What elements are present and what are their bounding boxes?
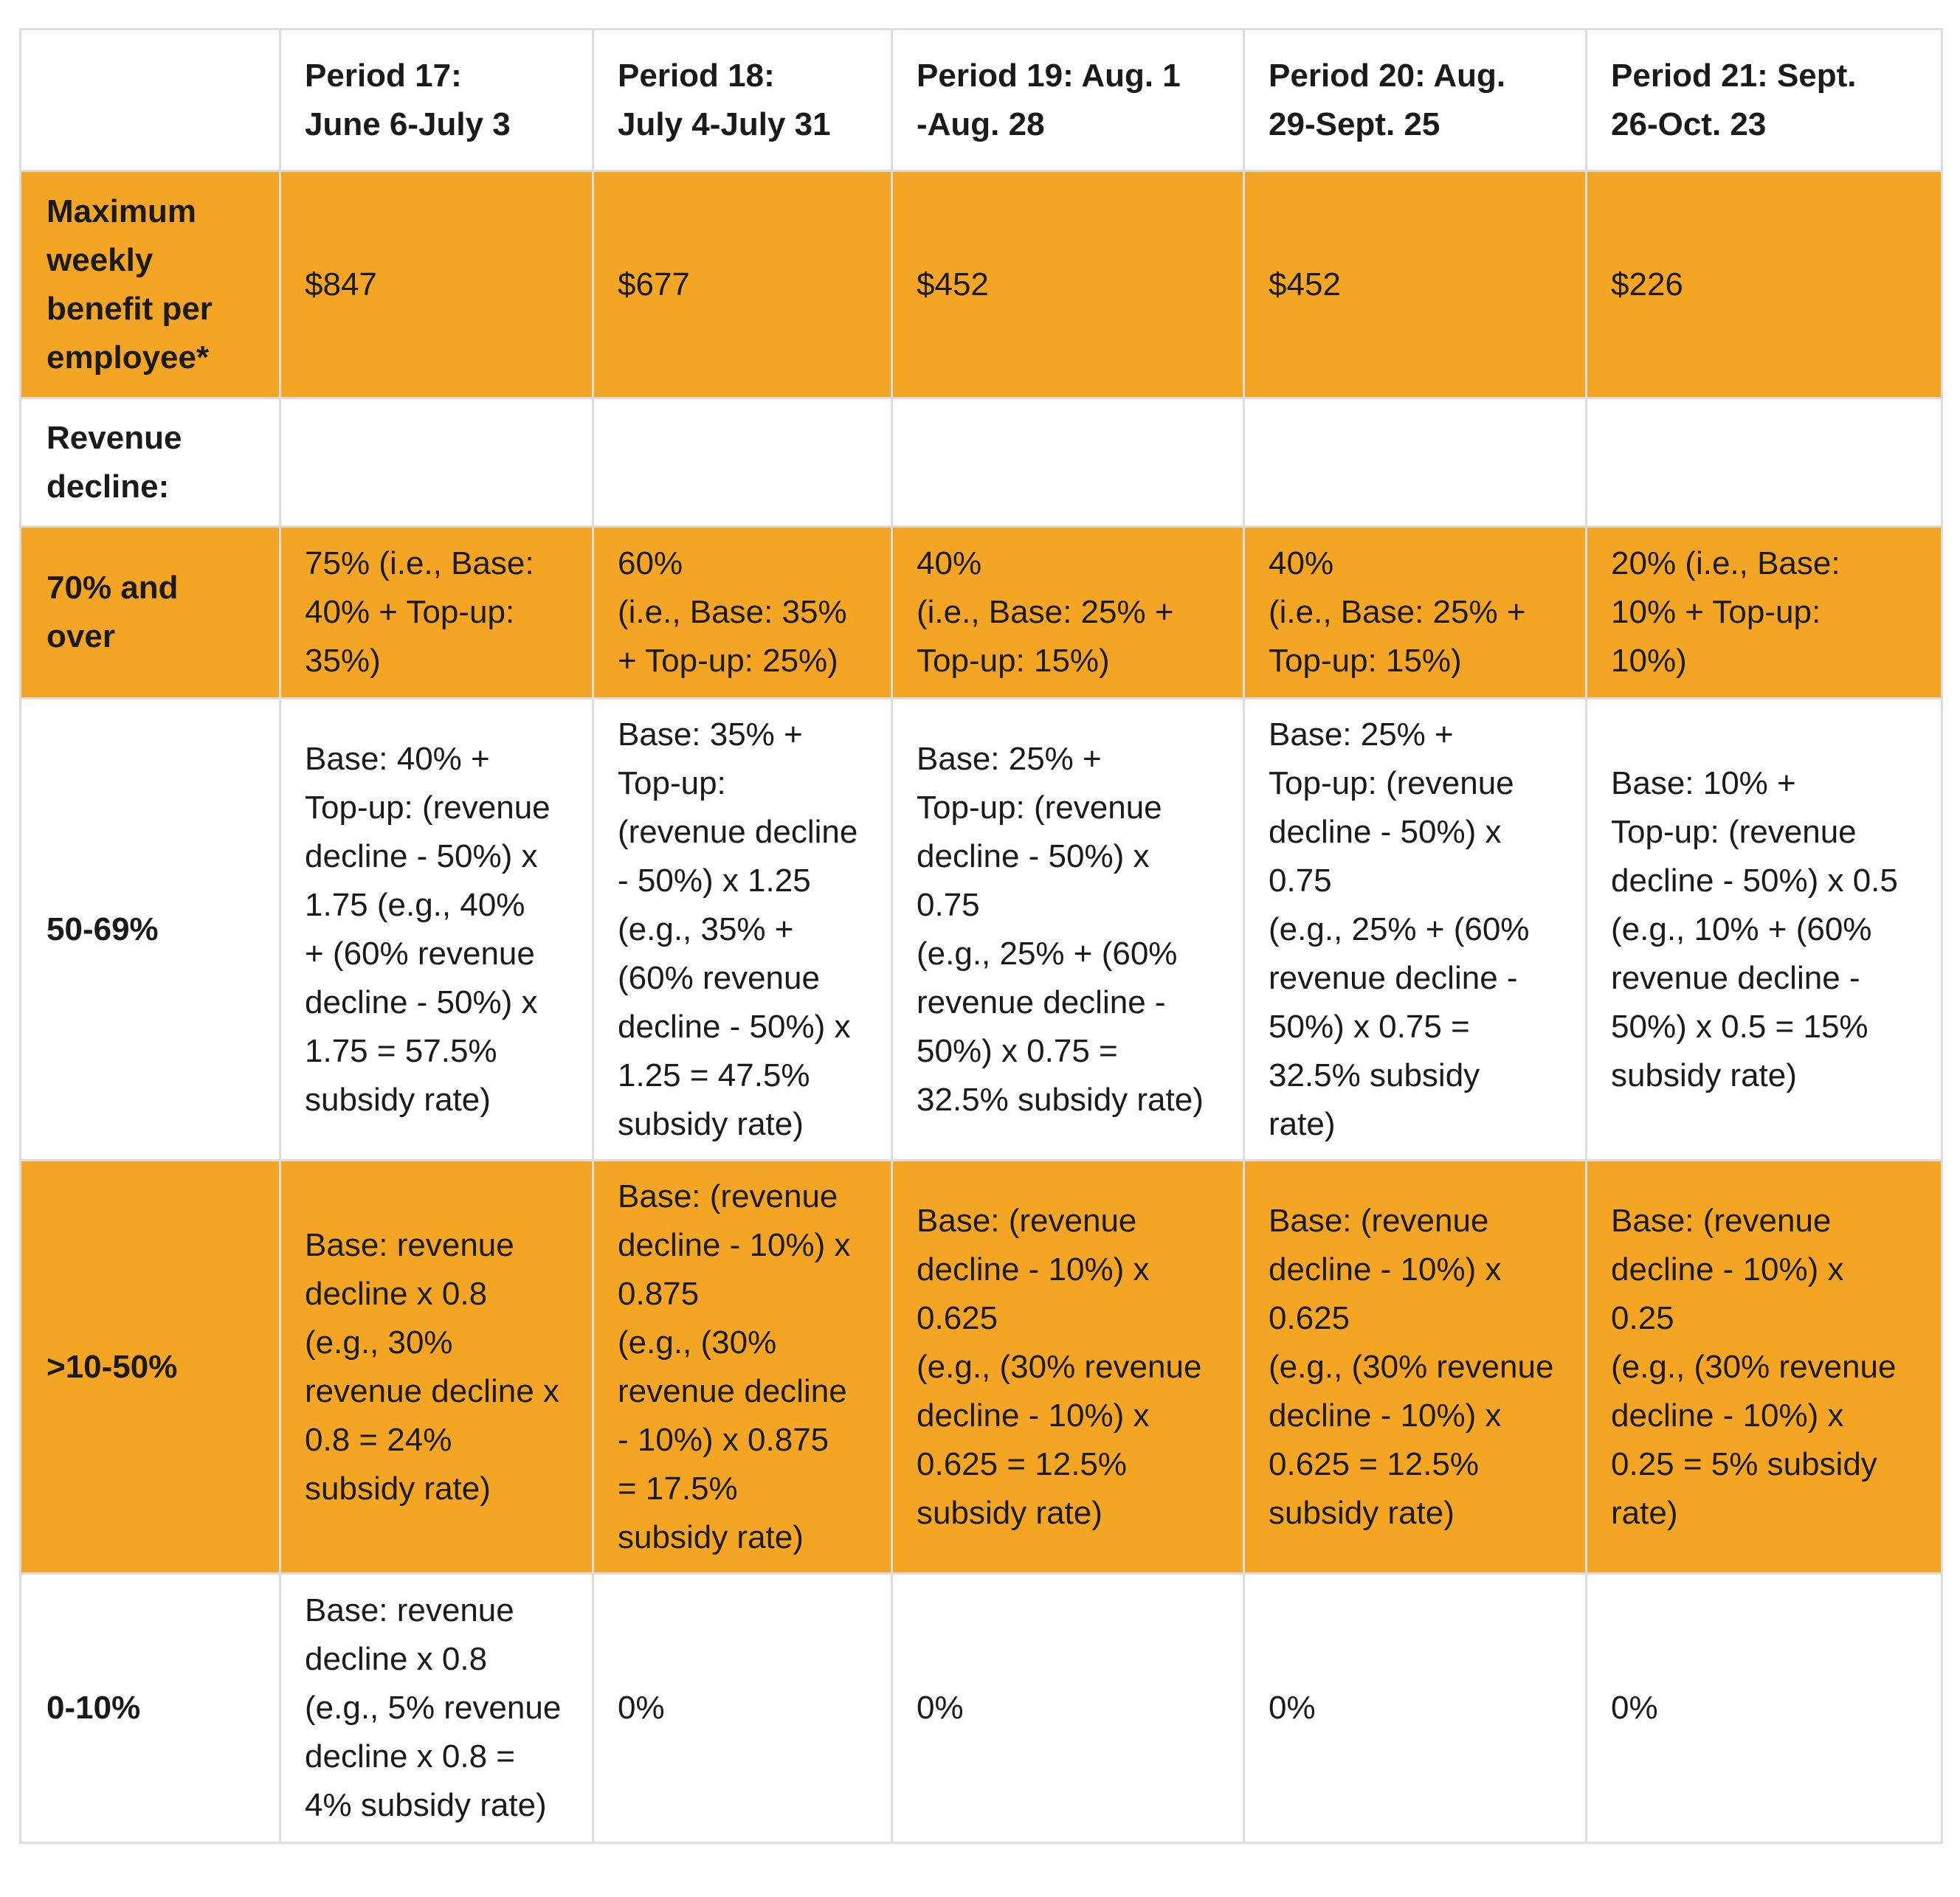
table-cell: 0% [892, 1574, 1244, 1843]
table-cell: 60% (i.e., Base: 35% + Top-up: 25%) [593, 527, 892, 699]
table-row-10-50 [21, 1161, 1942, 1574]
table-row-50-69 [21, 699, 1942, 1161]
table-row-0-10 [21, 1574, 1942, 1843]
row-label-revenue-decline: Revenue decline: [21, 398, 280, 527]
table-cell: Base: 40% + Top-up: (revenue decline - 50%) x 1.75 (e.g., 40% + (60% revenue decline - 50%) x 1.75 = 57.5% subsidy rate) [280, 699, 593, 1161]
table-row-revenue-decline-heading [21, 398, 1942, 527]
table-cell [1244, 398, 1587, 527]
table-cell: Base: (revenue decline - 10%) x 0.625 (e.g., (30% revenue decline - 10%) x 0.625 = 12.5% subsidy rate) [892, 1161, 1244, 1574]
row-label-max-benefit: Maximum weekly benefit per employee* [21, 171, 280, 398]
row-label-50-69: 50-69% [21, 699, 280, 1161]
header-period-21: Period 21: Sept. 26-Oct. 23 [1587, 30, 1942, 171]
subsidy-rate-table [19, 28, 1943, 1844]
table-cell: $452 [1244, 171, 1587, 398]
table-cell: 40% (i.e., Base: 25% + Top-up: 15%) [1244, 527, 1587, 699]
header-period-17: Period 17: June 6-July 3 [280, 30, 593, 171]
table-cell: Base: 10% + Top-up: (revenue decline - 50%) x 0.5 (e.g., 10% + (60% revenue decline - 50%) x 0.5 = 15% subsidy rate) [1587, 699, 1942, 1161]
table-cell: $847 [280, 171, 593, 398]
table-cell: Base: 25% + Top-up: (revenue decline - 50%) x 0.75 (e.g., 25% + (60% revenue decline - 50%) x 0.75 = 32.5% subsidy rate) [892, 699, 1244, 1161]
table-cell [892, 398, 1244, 527]
table-cell: 40% (i.e., Base: 25% + Top-up: 15%) [892, 527, 1244, 699]
table-row-70-and-over [21, 527, 1942, 699]
header-row [21, 30, 1942, 171]
row-label-10-50: >10-50% [21, 1161, 280, 1574]
table-cell: Base: (revenue decline - 10%) x 0.625 (e.g., (30% revenue decline - 10%) x 0.625 = 12.5% subsidy rate) [1244, 1161, 1587, 1574]
row-label-0-10: 0-10% [21, 1574, 280, 1843]
row-label-70-and-over: 70% and over [21, 527, 280, 699]
table-cell: Base: (revenue decline - 10%) x 0.25 (e.g., (30% revenue decline - 10%) x 0.25 = 5% subsidy rate) [1587, 1161, 1942, 1574]
table-cell: 0% [1244, 1574, 1587, 1843]
table-cell [280, 398, 593, 527]
table-cell: 0% [593, 1574, 892, 1843]
table-cell: Base: (revenue decline - 10%) x 0.875 (e.g., (30% revenue decline - 10%) x 0.875 = 17.5% subsidy rate) [593, 1161, 892, 1574]
table-cell: 0% [1587, 1574, 1942, 1843]
header-period-20: Period 20: Aug. 29-Sept. 25 [1244, 30, 1587, 171]
table-cell: $677 [593, 171, 892, 398]
table-cell: Base: revenue decline x 0.8 (e.g., 30% revenue decline x 0.8 = 24% subsidy rate) [280, 1161, 593, 1574]
table-cell: $226 [1587, 171, 1942, 398]
table-cell: $452 [892, 171, 1244, 398]
table-cell: Base: 25% + Top-up: (revenue decline - 50%) x 0.75 (e.g., 25% + (60% revenue decline - 50%) x 0.75 = 32.5% subsidy rate) [1244, 699, 1587, 1161]
table-cell [593, 398, 892, 527]
table-cell: 75% (i.e., Base: 40% + Top-up: 35%) [280, 527, 593, 699]
table-cell [1587, 398, 1942, 527]
table-cell: 20% (i.e., Base: 10% + Top-up: 10%) [1587, 527, 1942, 699]
table-row-max-benefit [21, 171, 1942, 398]
table-cell: Base: 35% + Top-up: (revenue decline - 50%) x 1.25 (e.g., 35% + (60% revenue decline - 50%) x 1.25 = 47.5% subsidy rate) [593, 699, 892, 1161]
header-period-19: Period 19: Aug. 1 -Aug. 28 [892, 30, 1244, 171]
header-corner-cell [21, 30, 280, 171]
header-period-18: Period 18: July 4-July 31 [593, 30, 892, 171]
table-cell: Base: revenue decline x 0.8 (e.g., 5% revenue decline x 0.8 = 4% subsidy rate) [280, 1574, 593, 1843]
